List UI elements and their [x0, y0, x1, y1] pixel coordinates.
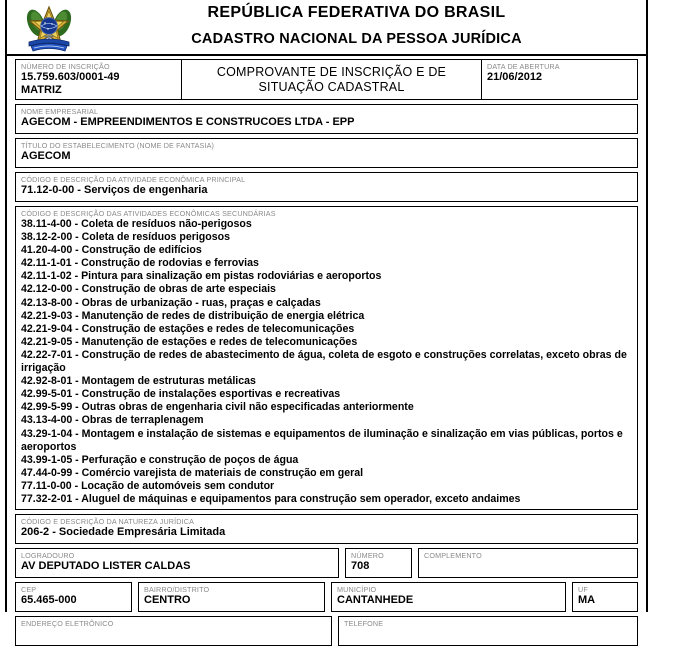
field-bairro — [138, 582, 325, 612]
field-endereco-eletronico — [15, 616, 332, 646]
field-atividade-principal — [15, 172, 638, 202]
contact-row — [15, 616, 638, 646]
atividade-secundaria-item: 38.11-4-00 - Coleta de resíduos não-perigosos — [21, 218, 252, 230]
data-abertura-value: 21/06/2012 — [487, 71, 543, 83]
atividade-secundaria-item: 42.99-5-01 - Construção de instalações esportivas e recreativas — [21, 388, 341, 401]
field-complemento — [418, 548, 638, 578]
field-titulo-estabelecimento — [15, 138, 638, 168]
atividade-secundaria-item: 77.32-2-01 - Aluguel de máquinas e equipamentos para construção sem operador, exceto andaimes — [21, 492, 521, 505]
field-municipio — [331, 582, 566, 612]
logradouro-value: AV DEPUTADO LISTER CALDAS — [21, 560, 191, 573]
field-uf — [572, 582, 638, 612]
republic-title: REPÚBLICA FEDERATIVA DO BRASIL — [207, 4, 506, 21]
natureza-juridica-value: 206-2 - Sociedade Empresária Limitada — [21, 526, 226, 539]
document-type-line2: SITUAÇÃO CADASTRAL — [258, 79, 405, 94]
atividade-secundaria-item: 42.21-9-05 - Manutenção de estações e redes de telecomunicações — [21, 335, 358, 348]
data-abertura-label: DATA DE ABERTURA — [487, 62, 560, 71]
atividade-secundaria-item: 42.22-7-01 - Construção de redes de abastecimento de água, coleta de esgoto e construções correlatas, exceto obras de irrigação — [21, 348, 627, 375]
atividade-secundaria-item: 38.12-2-00 - Coleta de resíduos perigosos — [21, 231, 231, 244]
field-numero — [345, 548, 412, 578]
logradouro-label: LOGRADOURO — [21, 551, 75, 561]
atividade-secundaria-item: 47.44-0-99 - Comércio varejista de materiais de construção em geral — [21, 466, 364, 479]
document-type-line1: COMPROVANTE DE INSCRIÇÃO E DE — [216, 64, 447, 79]
tipo-estabelecimento-value: MATRIZ — [21, 83, 62, 96]
cep-value: 65.465-000 — [21, 594, 77, 607]
endereco-eletronico-label: ENDEREÇO ELETRÔNICO — [21, 619, 114, 629]
nome-empresarial-label: NOME EMPRESARIAL — [21, 107, 99, 116]
atividade-secundaria-item: 77.11-0-00 - Locação de automóveis sem condutor — [21, 479, 275, 492]
atividade-secundaria-item: 42.11-1-01 - Construção de rodovias e ferrovias — [21, 257, 259, 270]
document-page — [5, 0, 648, 629]
atividade-secundaria-item: 43.29-1-04 - Montagem e instalação de sistemas e equipamentos de iluminação e sinalização em vias públicas, portos e aeroportos — [21, 427, 623, 453]
atividade-secundaria-item: 42.13-8-00 - Obras de urbanização - ruas, praças e calçadas — [21, 296, 321, 309]
address-row-2 — [15, 582, 638, 612]
numero-inscricao-value: 15.759.603/0001-49 — [21, 71, 120, 83]
cnpj-registry-title: CADASTRO NACIONAL DA PESSOA JURÍDICA — [191, 31, 522, 47]
atividade-secundaria-item: 42.12-0-00 - Construção de obras de arte especiais — [21, 283, 276, 296]
nome-empresarial-value: AGECOM - EMPREENDIMENTOS E CONSTRUCOES LTDA - EPP — [21, 116, 355, 128]
atividade-principal-label: CÓDIGO E DESCRIÇÃO DA ATIVIDADE ECONÔMICA PRINCIPAL — [21, 175, 246, 184]
atividade-secundaria-item: 42.21-9-03 - Manutenção de redes de distribuição de energia elétrica — [21, 309, 365, 322]
field-telefone — [338, 616, 638, 646]
atividade-secundaria-item: 42.21-9-04 - Construção de estações e redes de telecomunicações — [21, 322, 355, 335]
field-logradouro — [15, 548, 339, 578]
complemento-label: COMPLEMENTO — [424, 551, 482, 561]
field-numero-inscricao — [15, 59, 182, 100]
bairro-value: CENTRO — [144, 594, 191, 607]
municipio-value: CANTANHEDE — [337, 594, 414, 607]
atividades-secundarias-label: CÓDIGO E DESCRIÇÃO DAS ATIVIDADES ECONÔMICAS SECUNDÁRIAS — [21, 209, 276, 218]
titulo-estabelecimento-value: AGECOM — [21, 150, 71, 162]
atividade-secundaria-item: 43.13-4-00 - Obras de terraplenagem — [21, 414, 204, 427]
titulo-estabelecimento-label: TÍTULO DO ESTABELECIMENTO (NOME DE FANTASIA) — [21, 141, 215, 150]
municipio-label: MUNICÍPIO — [337, 585, 377, 595]
numero-inscricao-label: NÚMERO DE INSCRIÇÃO — [21, 62, 110, 71]
field-natureza-juridica — [15, 514, 638, 544]
numero-value: 708 — [351, 560, 370, 573]
atividades-secundarias-list — [16, 218, 637, 506]
field-data-abertura — [482, 59, 638, 100]
uf-label: UF — [578, 585, 588, 595]
atividade-principal-value: 71.12-0-00 - Serviços de engenharia — [21, 184, 208, 196]
bairro-label: BAIRRO/DISTRITO — [144, 585, 210, 595]
address-row-1 — [15, 548, 638, 578]
field-nome-empresarial — [15, 104, 638, 134]
natureza-juridica-label: CÓDIGO E DESCRIÇÃO DA NATUREZA JURÍDICA — [21, 517, 195, 527]
telefone-label: TELEFONE — [344, 619, 384, 629]
brazil-coat-of-arms-icon — [25, 4, 73, 54]
atividade-secundaria-item: 43.99-1-05 - Perfuração e construção de poços de água — [21, 453, 299, 466]
numero-label: NÚMERO — [351, 551, 384, 561]
field-cep — [15, 582, 132, 612]
atividade-secundaria-item: 42.11-1-02 - Pintura para sinalização em pistas rodoviárias e aeroportos — [21, 270, 382, 283]
document-type-title — [182, 59, 482, 100]
atividade-secundaria-item: 41.20-4-00 - Construção de edifícios — [21, 244, 202, 257]
document-masthead — [7, 0, 646, 56]
cep-label: CEP — [21, 585, 37, 595]
atividade-secundaria-item: 42.92-8-01 - Montagem de estruturas metálicas — [21, 375, 256, 388]
field-atividades-secundarias — [15, 206, 638, 510]
atividade-secundaria-item: 42.99-5-99 - Outras obras de engenharia civil não especificadas anteriormente — [21, 401, 414, 414]
header-row — [15, 59, 638, 100]
uf-value: MA — [578, 594, 596, 607]
